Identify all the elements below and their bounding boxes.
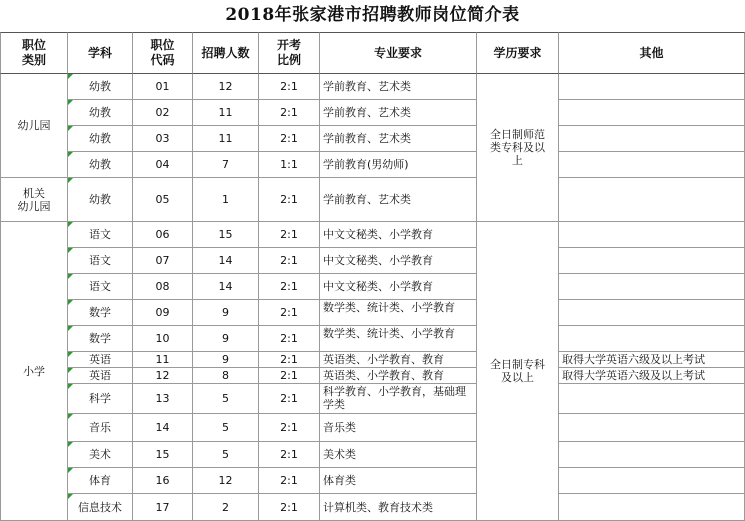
code-cell: 03 xyxy=(133,126,193,152)
code-cell: 02 xyxy=(133,100,193,126)
major-cell: 音乐类 xyxy=(320,414,477,442)
code-cell: 05 xyxy=(133,178,193,222)
code-cell: 12 xyxy=(133,368,193,384)
code-cell: 01 xyxy=(133,74,193,100)
other-cell xyxy=(559,494,745,521)
header-subject: 学科 xyxy=(68,32,133,74)
education-primary: 全日制专科 及以上 xyxy=(477,222,559,521)
subject-cell: 语文 xyxy=(68,274,133,300)
other-cell xyxy=(559,326,745,352)
ratio-cell: 2:1 xyxy=(259,100,320,126)
header-ratio: 开考 比例 xyxy=(259,32,320,74)
major-cell: 学前教育、艺术类 xyxy=(320,178,477,222)
count-cell: 5 xyxy=(193,384,259,414)
count-cell: 9 xyxy=(193,300,259,326)
subject-cell: 英语 xyxy=(68,368,133,384)
other-cell xyxy=(559,74,745,100)
major-cell: 学前教育、艺术类 xyxy=(320,126,477,152)
category-organ-kindergarten: 机关 幼儿园 xyxy=(0,178,68,222)
major-cell: 中文文秘类、小学教育 xyxy=(320,274,477,300)
count-cell: 12 xyxy=(193,468,259,494)
header-major: 专业要求 xyxy=(320,32,477,74)
count-cell: 11 xyxy=(193,100,259,126)
category-kindergarten: 幼儿园 xyxy=(0,74,68,178)
code-cell: 04 xyxy=(133,152,193,178)
major-cell: 计算机类、教育技术类 xyxy=(320,494,477,521)
other-cell xyxy=(559,274,745,300)
count-cell: 9 xyxy=(193,352,259,368)
other-cell xyxy=(559,414,745,442)
subject-cell: 幼教 xyxy=(68,178,133,222)
header-category: 职位 类别 xyxy=(0,32,68,74)
count-cell: 5 xyxy=(193,442,259,468)
subject-cell: 语文 xyxy=(68,222,133,248)
code-cell: 07 xyxy=(133,248,193,274)
ratio-cell: 2:1 xyxy=(259,414,320,442)
major-cell: 体育类 xyxy=(320,468,477,494)
ratio-cell: 2:1 xyxy=(259,384,320,414)
ratio-cell: 2:1 xyxy=(259,494,320,521)
ratio-cell: 2:1 xyxy=(259,74,320,100)
major-cell: 美术类 xyxy=(320,442,477,468)
ratio-cell: 2:1 xyxy=(259,300,320,326)
other-cell xyxy=(559,468,745,494)
subject-cell: 数学 xyxy=(68,300,133,326)
code-cell: 09 xyxy=(133,300,193,326)
header-code: 职位 代码 xyxy=(133,32,193,74)
ratio-cell: 2:1 xyxy=(259,274,320,300)
code-cell: 14 xyxy=(133,414,193,442)
major-cell: 学前教育(男幼师) xyxy=(320,152,477,178)
count-cell: 14 xyxy=(193,274,259,300)
code-cell: 08 xyxy=(133,274,193,300)
count-cell: 9 xyxy=(193,326,259,352)
subject-cell: 幼教 xyxy=(68,126,133,152)
subject-cell: 科学 xyxy=(68,384,133,414)
other-cell xyxy=(559,178,745,222)
other-cell xyxy=(559,442,745,468)
major-cell: 英语类、小学教育、教育 xyxy=(320,368,477,384)
other-cell xyxy=(559,384,745,414)
major-cell: 数学类、统计类、小学教育 xyxy=(320,300,477,326)
ratio-cell: 2:1 xyxy=(259,368,320,384)
count-cell: 12 xyxy=(193,74,259,100)
header-other: 其他 xyxy=(559,32,745,74)
count-cell: 1 xyxy=(193,178,259,222)
other-cell: 取得大学英语六级及以上考试 xyxy=(559,368,745,384)
count-cell: 11 xyxy=(193,126,259,152)
subject-cell: 语文 xyxy=(68,248,133,274)
education-kindergarten: 全日制师范 类专科及以 上 xyxy=(477,74,559,222)
code-cell: 06 xyxy=(133,222,193,248)
code-cell: 13 xyxy=(133,384,193,414)
major-cell: 中文文秘类、小学教育 xyxy=(320,248,477,274)
ratio-cell: 2:1 xyxy=(259,442,320,468)
ratio-cell: 2:1 xyxy=(259,326,320,352)
major-cell: 数学类、统计类、小学教育 xyxy=(320,326,477,352)
ratio-cell: 2:1 xyxy=(259,126,320,152)
subject-cell: 幼教 xyxy=(68,152,133,178)
subject-cell: 幼教 xyxy=(68,100,133,126)
code-cell: 15 xyxy=(133,442,193,468)
ratio-cell: 2:1 xyxy=(259,222,320,248)
subject-cell: 英语 xyxy=(68,352,133,368)
other-cell xyxy=(559,248,745,274)
other-cell xyxy=(559,152,745,178)
major-cell: 学前教育、艺术类 xyxy=(320,74,477,100)
other-cell: 取得大学英语六级及以上考试 xyxy=(559,352,745,368)
subject-cell: 体育 xyxy=(68,468,133,494)
subject-cell: 数学 xyxy=(68,326,133,352)
subject-cell: 幼教 xyxy=(68,74,133,100)
count-cell: 7 xyxy=(193,152,259,178)
major-cell: 学前教育、艺术类 xyxy=(320,100,477,126)
count-cell: 8 xyxy=(193,368,259,384)
count-cell: 15 xyxy=(193,222,259,248)
other-cell xyxy=(559,100,745,126)
subject-cell: 信息技术 xyxy=(68,494,133,521)
other-cell xyxy=(559,300,745,326)
code-cell: 10 xyxy=(133,326,193,352)
other-cell xyxy=(559,126,745,152)
ratio-cell: 2:1 xyxy=(259,248,320,274)
count-cell: 2 xyxy=(193,494,259,521)
count-cell: 5 xyxy=(193,414,259,442)
ratio-cell: 2:1 xyxy=(259,468,320,494)
major-cell: 英语类、小学教育、教育 xyxy=(320,352,477,368)
other-cell xyxy=(559,222,745,248)
count-cell: 14 xyxy=(193,248,259,274)
major-cell: 中文文秘类、小学教育 xyxy=(320,222,477,248)
code-cell: 11 xyxy=(133,352,193,368)
header-education: 学历要求 xyxy=(477,32,559,74)
page-title: 2018年张家港市招聘教师岗位简介表 xyxy=(225,5,520,25)
ratio-cell: 2:1 xyxy=(259,352,320,368)
ratio-cell: 2:1 xyxy=(259,178,320,222)
header-count: 招聘人数 xyxy=(193,32,259,74)
ratio-cell: 1:1 xyxy=(259,152,320,178)
subject-cell: 音乐 xyxy=(68,414,133,442)
subject-cell: 美术 xyxy=(68,442,133,468)
code-cell: 17 xyxy=(133,494,193,521)
category-primary: 小学 xyxy=(0,222,68,521)
major-cell: 科学教育、小学教育，基础理学类 xyxy=(320,384,477,414)
code-cell: 16 xyxy=(133,468,193,494)
